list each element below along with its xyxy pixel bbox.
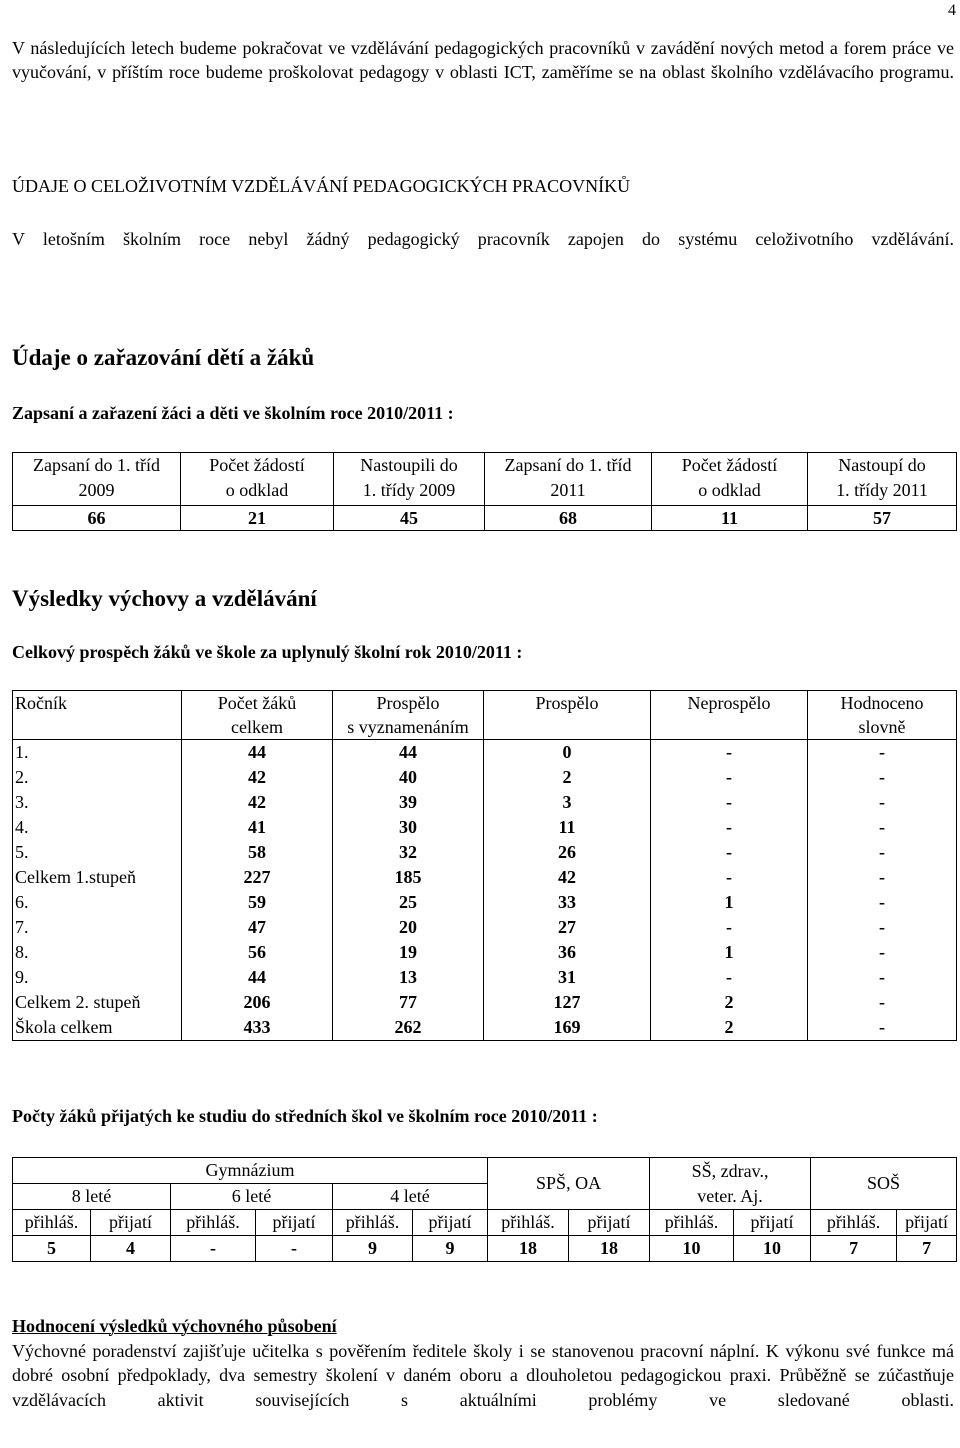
secondary-sublabel: přihláš. [13,1210,91,1236]
results-cell: - [808,765,957,790]
secondary-sublabel: přijatí [569,1210,650,1236]
lifelong-heading: ÚDAJE O CELOŽIVOTNÍM VZDĚLÁVÁNÍ PEDAGOGICKÝCH PRACOVNÍKŮ [12,176,631,196]
secondary-sublabel: přijatí [256,1210,333,1236]
results-row [13,865,957,890]
results-cell: 19 [333,940,484,965]
results-cell: - [808,840,957,865]
results-row-label: Celkem 1.stupeň [13,865,182,890]
results-cell: 32 [333,840,484,865]
results-col-header: Hodnoceno slovně [808,691,957,740]
secondary-value: 9 [333,1236,413,1262]
results-table [12,690,957,1041]
gym-type-header: 8 leté [13,1184,171,1210]
results-row-label: 9. [13,965,182,990]
secondary-value: 4 [91,1236,171,1262]
results-cell: 433 [182,1015,333,1041]
results-cell: - [808,915,957,940]
results-cell: - [808,940,957,965]
results-cell: - [651,840,808,865]
secondary-value: 9 [413,1236,488,1262]
page-number: 4 [948,2,956,19]
enrollment-col-header: Nastoupili do 1. třídy 2009 [334,453,485,506]
results-cell: 1 [651,890,808,915]
secondary-sublabel: přijatí [897,1210,957,1236]
secondary-sublabel: přihláš. [333,1210,413,1236]
results-row [13,940,957,965]
results-cell: 206 [182,990,333,1015]
secondary-value: 10 [650,1236,734,1262]
results-cell: - [808,890,957,915]
results-cell: - [651,965,808,990]
results-cell: 1 [651,940,808,965]
ss-zdrav-header: SŠ, zdrav., veter. Aj. [650,1158,811,1210]
results-cell: 2 [651,990,808,1015]
results-row-label: 8. [13,940,182,965]
results-cell: 36 [484,940,651,965]
secondary-sublabel: přijatí [91,1210,171,1236]
results-subheading: Celkový prospěch žáků ve škole za uplynulý školní rok 2010/2011 : [12,642,523,662]
results-cell: 42 [182,790,333,815]
results-col-header: Neprospělo [651,691,808,740]
gym-type-header: 6 leté [171,1184,333,1210]
sos-header: SOŠ [811,1158,957,1210]
results-cell: 39 [333,790,484,815]
evaluation-text: Výchovné poradenství zajišťuje učitelka s pověřením ředitele školy i se stanovenou pracovní náplní. K výkonu své funkce má dobré osobní předpoklady, dva semestry školení v daném oboru a dlouholetou pedagogickou praxi. Průběžně se zúčastňuje vzdělávacích aktivit souvisejících s aktuálními problémy ve sledované oblasti. [12,1341,954,1410]
secondary-sublabel: přijatí [734,1210,811,1236]
results-header-row [13,691,957,740]
results-cell: - [808,790,957,815]
secondary-heading: Počty žáků přijatých ke studiu do středních škol ve školním roce 2010/2011 : [12,1106,598,1126]
results-cell: 13 [333,965,484,990]
results-row [13,965,957,990]
results-cell: - [808,815,957,840]
results-cell: 11 [484,815,651,840]
results-cell: 169 [484,1015,651,1041]
results-cell: 2 [651,1015,808,1041]
secondary-sublabel: přihláš. [171,1210,256,1236]
enrollment-value: 45 [334,506,485,531]
enrollment-heading: Údaje o zařazování dětí a žáků [12,345,315,370]
enrollment-values-row [13,506,957,531]
results-cell: 25 [333,890,484,915]
results-cell: 27 [484,915,651,940]
results-row [13,990,957,1015]
results-cell: - [651,915,808,940]
results-row [13,1015,957,1041]
enrollment-value: 21 [181,506,334,531]
secondary-sublabel: přijatí [413,1210,488,1236]
secondary-subheader-row [13,1210,957,1236]
secondary-sublabel: přihláš. [811,1210,897,1236]
results-cell: 3 [484,790,651,815]
results-cell: 26 [484,840,651,865]
secondary-value: - [171,1236,256,1262]
results-cell: - [808,990,957,1015]
results-cell: 59 [182,890,333,915]
secondary-value: 7 [811,1236,897,1262]
results-cell: 33 [484,890,651,915]
enrollment-value: 66 [13,506,181,531]
sps-header: SPŠ, OA [488,1158,650,1210]
results-cell: - [651,865,808,890]
results-col-header: Prospělo [484,691,651,740]
secondary-value: 18 [569,1236,650,1262]
results-cell: - [651,740,808,766]
results-row [13,740,957,766]
results-row-label: 7. [13,915,182,940]
results-row-label: 2. [13,765,182,790]
results-cell: - [808,865,957,890]
secondary-value: 7 [897,1236,957,1262]
results-cell: 30 [333,815,484,840]
enrollment-value: 57 [808,506,957,531]
results-row-label: Škola celkem [13,1015,182,1041]
results-cell: 185 [333,865,484,890]
evaluation-heading: Hodnocení výsledků výchovného působení [12,1316,337,1336]
results-row [13,790,957,815]
results-cell: 42 [484,865,651,890]
results-cell: - [651,765,808,790]
results-cell: 31 [484,965,651,990]
results-cell: 2 [484,765,651,790]
enrollment-value: 11 [652,506,808,531]
results-heading: Výsledky výchovy a vzdělávání [12,586,317,611]
results-cell: - [651,790,808,815]
enrollment-header-row [13,453,957,506]
results-cell: 47 [182,915,333,940]
enrollment-value: 68 [485,506,652,531]
results-row [13,765,957,790]
results-cell: 0 [484,740,651,766]
results-cell: 77 [333,990,484,1015]
enrollment-col-header: Zapsaní do 1. tříd 2011 [485,453,652,506]
results-row [13,890,957,915]
results-cell: 40 [333,765,484,790]
secondary-value: 18 [488,1236,569,1262]
secondary-value: 10 [734,1236,811,1262]
results-cell: - [808,1015,957,1041]
results-cell: 42 [182,765,333,790]
results-row-label: 6. [13,890,182,915]
results-cell: - [808,740,957,766]
enrollment-table [12,452,957,531]
intro-paragraph: V následujících letech budeme pokračovat ve vzdělávání pedagogických pracovníků v zavádění nových metod a forem práce ve vyučování, v příštím roce budeme proškolovat pedagogy v oblasti ICT, zaměříme se na oblast školního vzdělávacího programu. [12,38,954,83]
lifelong-text: V letošním školním roce nebyl žádný pedagogický pracovník zapojen do systému celoživotního vzdělávání. [12,229,954,249]
secondary-values-row [13,1236,957,1262]
secondary-value: 5 [13,1236,91,1262]
results-cell: 20 [333,915,484,940]
secondary-header-row-1 [13,1158,957,1184]
results-row-label: 5. [13,840,182,865]
enrollment-col-header: Nastoupí do 1. třídy 2011 [808,453,957,506]
results-cell: 227 [182,865,333,890]
results-col-header: Ročník [13,691,182,740]
results-cell: 44 [182,965,333,990]
results-col-header: Prospělo s vyznamenáním [333,691,484,740]
results-cell: - [651,815,808,840]
results-row [13,840,957,865]
results-cell: 44 [182,740,333,766]
secondary-sublabel: přihláš. [488,1210,569,1236]
results-row [13,815,957,840]
results-cell: 58 [182,840,333,865]
results-cell: 44 [333,740,484,766]
results-cell: 127 [484,990,651,1015]
results-row [13,915,957,940]
enrollment-col-header: Počet žádostí o odklad [652,453,808,506]
results-body [13,740,957,1041]
enrollment-subheading: Zapsaní a zařazení žáci a děti ve školním roce 2010/2011 : [12,403,454,423]
results-row-label: 4. [13,815,182,840]
results-cell: 262 [333,1015,484,1041]
enrollment-col-header: Počet žádostí o odklad [181,453,334,506]
secondary-table [12,1157,957,1262]
results-row-label: 1. [13,740,182,766]
gymnazium-header: Gymnázium [13,1158,488,1184]
results-col-header: Počet žáků celkem [182,691,333,740]
secondary-sublabel: přihláš. [650,1210,734,1236]
results-row-label: 3. [13,790,182,815]
secondary-value: - [256,1236,333,1262]
results-cell: - [808,965,957,990]
gym-type-header: 4 leté [333,1184,488,1210]
results-cell: 56 [182,940,333,965]
results-cell: 41 [182,815,333,840]
enrollment-col-header: Zapsaní do 1. tříd 2009 [13,453,181,506]
results-row-label: Celkem 2. stupeň [13,990,182,1015]
